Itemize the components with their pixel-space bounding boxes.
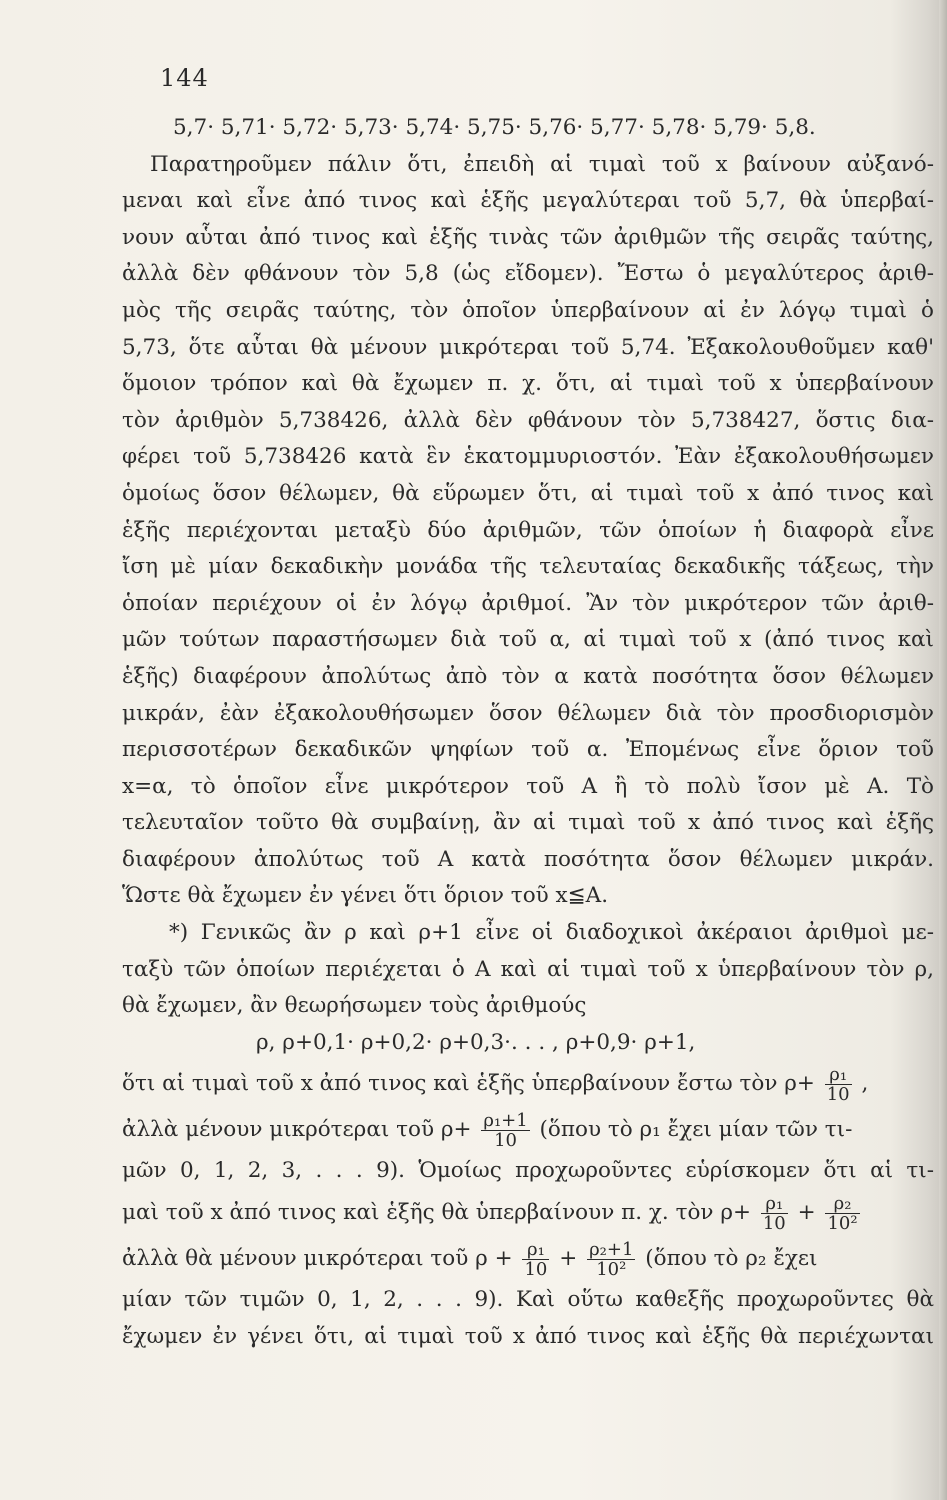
plus-sign: + (797, 1200, 816, 1226)
text-line: 5,73, ὅτε αὗται θὰ μένουν μικρότεραι τοῦ 5,74. Ἐξακολουθοῦμεν καθ' (122, 334, 934, 360)
footnote-line: *) Γενικῶς ἂν ρ καὶ ρ+1 εἶνε οἱ διαδοχικοὶ ἀκέραιοι ἀριθμοὶ με- (169, 920, 934, 946)
body-text (122, 110, 934, 1355)
text-line: Ὥστε θὰ ἔχωμεν ἐν γένει ὅτι ὅριον τοῦ x≦A. (122, 883, 609, 909)
footnote-line: ἔχωμεν ἐν γένει ὅτι, αἱ τιμαὶ τοῦ x ἀπό τινος καὶ ἑξῆς θὰ περιέχωνται (122, 1323, 934, 1349)
footnote-text: μαὶ τοῦ x ἀπό τινος καὶ ἑξῆς θὰ ὑπερβαίνουν π. χ. τὸν ρ+ (122, 1200, 751, 1226)
fraction-denominator: 10² (827, 1212, 858, 1234)
footnote-text: (ὅπου τὸ ρ₁ ἔχει μίαν τῶν τι- (539, 1117, 853, 1143)
text-line: ἀλλὰ δὲν φθάνουν τὸν 5,8 (ὡς εἴδομεν). Ἔστω ὁ μεγαλύτερος ἀριθ- (122, 261, 934, 287)
footnote-line: μῶν 0, 1, 2, 3, . . . 9). Ὁμοίως προχωροῦντες εὑρίσκομεν ὅτι αἱ τι- (122, 1158, 934, 1184)
fraction (587, 1240, 635, 1279)
text-line: ὅμοιον τρόπον καὶ θὰ ἔχωμεν π. χ. ὅτι, αἱ τιμαὶ τοῦ x ὑπερβαίνουν (122, 371, 934, 397)
text-line: Παρατηροῦμεν πάλιν ὅτι, ἐπειδὴ αἱ τιμαὶ τοῦ x βαίνουν αὐξανό- (150, 151, 934, 177)
fraction-numerator: ρ₁ (522, 1240, 549, 1260)
fraction-denominator: 10 (762, 1212, 786, 1234)
fraction (825, 1194, 859, 1233)
fraction-numerator: ρ₂ (825, 1194, 859, 1214)
footnote-formula-line (122, 1107, 934, 1153)
plus-sign: + (559, 1246, 578, 1272)
fraction-numerator: ρ₁ (761, 1194, 788, 1214)
fraction-denominator: 10 (494, 1129, 517, 1151)
footnote (122, 915, 934, 1355)
fraction (481, 1111, 529, 1150)
fraction-denominator: 10 (826, 1083, 850, 1105)
number-sequence-line: 5,7· 5,71· 5,72· 5,73· 5,74· 5,75· 5,76· 5,77· 5,78· 5,79· 5,8. (173, 115, 816, 140)
footnote-text: ὅτι αἱ τιμαὶ τοῦ x ἀπό τινος καὶ ἑξῆς ὑπερβαίνουν ἔστω τὸν ρ+ (122, 1071, 815, 1097)
text-line: τελευταῖον τοῦτο θὰ συμβαίνῃ, ἂν αἱ τιμαὶ τοῦ x ἀπό τινος καὶ ἑξῆς (122, 810, 934, 836)
text-line: μικράν, ἐὰν ἐξακολουθήσωμεν ὅσον θέλωμεν διὰ τὸν προσδιορισμὸν (122, 700, 934, 726)
text-line: μῶν τούτων παραστήσωμεν διὰ τοῦ α, αἱ τιμαὶ τοῦ x (ἀπό τινος καὶ (122, 627, 934, 653)
text-line: διαφέρουν ἀπολύτως τοῦ A κατὰ ποσότητα ὅσον θέλωμεν μικράν. (122, 846, 934, 872)
fraction-numerator: ρ₂+1 (589, 1238, 634, 1260)
footnote-text: (ὅπου τὸ ρ₂ ἔχει (645, 1246, 818, 1272)
fraction (825, 1065, 852, 1104)
text-line: μεναι καὶ εἶνε ἀπό τινος καὶ ἑξῆς μεγαλύτεραι τοῦ 5,7, θὰ ὑπερβαί- (122, 188, 934, 214)
text-line: ὁμοίως ὅσον θέλωμεν, θὰ εὕρωμεν ὅτι, αἱ τιμαὶ τοῦ x ἀπό τινος καὶ (122, 480, 934, 506)
page-edge (939, 0, 947, 1500)
fraction-denominator: 10² (596, 1258, 627, 1280)
text-line: μὸς τῆς σειρᾶς ταύτης, τὸν ὁποῖον ὑπερβαίνουν αἱ ἐν λόγῳ τιμαὶ ὁ (122, 297, 934, 323)
footnote-line: θὰ ἔχωμεν, ἂν θεωρήσωμεν τοὺς ἀριθμούς (122, 993, 587, 1019)
text-line: τὸν ἀριθμὸν 5,738426, ἀλλὰ δὲν φθάνουν τὸν 5,738427, ὅστις δια- (122, 407, 934, 433)
text-line: φέρει τοῦ 5,738426 κατὰ ἓν ἑκατομμυριοστόν. Ἐὰν ἐξακολουθήσωμεν (122, 444, 934, 470)
footnote-line: μίαν τῶν τιμῶν 0, 1, 2, . . . 9). Καὶ οὕτω καθεξῆς προχωροῦντες θὰ (122, 1287, 934, 1313)
fraction-denominator: 10 (524, 1258, 548, 1280)
fraction-numerator: ρ₁+1 (483, 1109, 528, 1131)
footnote-sequence-line: ρ, ρ+0,1· ρ+0,2· ρ+0,3·. . . , ρ+0,9· ρ+1, (256, 1029, 696, 1055)
footnote-text: ἀλλὰ θὰ μένουν μικρότεραι τοῦ ρ + (122, 1246, 513, 1272)
text-line: ἴση μὲ μίαν δεκαδικὴν μονάδα τῆς τελευταίας δεκαδικῆς τάξεως, τὴν (122, 554, 934, 580)
footnote-formula-line (122, 1061, 934, 1107)
footnote-text: , (861, 1071, 869, 1097)
text-line: x=α, τὸ ὁποῖον εἶνε μικρότερον τοῦ A ἢ τὸ πολὺ ἴσον μὲ A. Τὸ (122, 773, 934, 799)
footnote-formula-line (122, 1236, 934, 1282)
text-line: ὁποίαν περιέχουν οἱ ἐν λόγῳ ἀριθμοί. Ἂν τὸν μικρότερον τῶν ἀριθ- (122, 590, 934, 616)
text-line: ἑξῆς περιέχονται μεταξὺ δύο ἀριθμῶν, τῶν ὁποίων ἡ διαφορὰ εἶνε (122, 517, 934, 543)
fraction-numerator: ρ₁ (825, 1065, 852, 1085)
footnote-text: ἀλλὰ μένουν μικρότεραι τοῦ ρ+ (122, 1117, 472, 1143)
text-line: ἑξῆς) διαφέρουν ἀπολύτως ἀπὸ τὸν α κατὰ ποσότητα ὅσον θέλωμεν (122, 663, 934, 689)
text-line: νουν αὗται ἀπό τινος καὶ ἑξῆς τινὰς τῶν ἀριθμῶν τῆς σειρᾶς ταύτης, (122, 224, 934, 250)
footnote-formula-line (122, 1190, 934, 1236)
fraction (761, 1194, 788, 1233)
text-line: περισσοτέρων δεκαδικῶν ψηφίων τοῦ α. Ἐπομένως εἶνε ὅριον τοῦ (122, 737, 934, 763)
footnote-line: ταξὺ τῶν ὁποίων περιέχεται ὁ A καὶ αἱ τιμαὶ τοῦ x ὑπερβαίνουν τὸν ρ, (122, 956, 934, 982)
fraction (522, 1240, 549, 1279)
page-number: 144 (160, 64, 209, 92)
